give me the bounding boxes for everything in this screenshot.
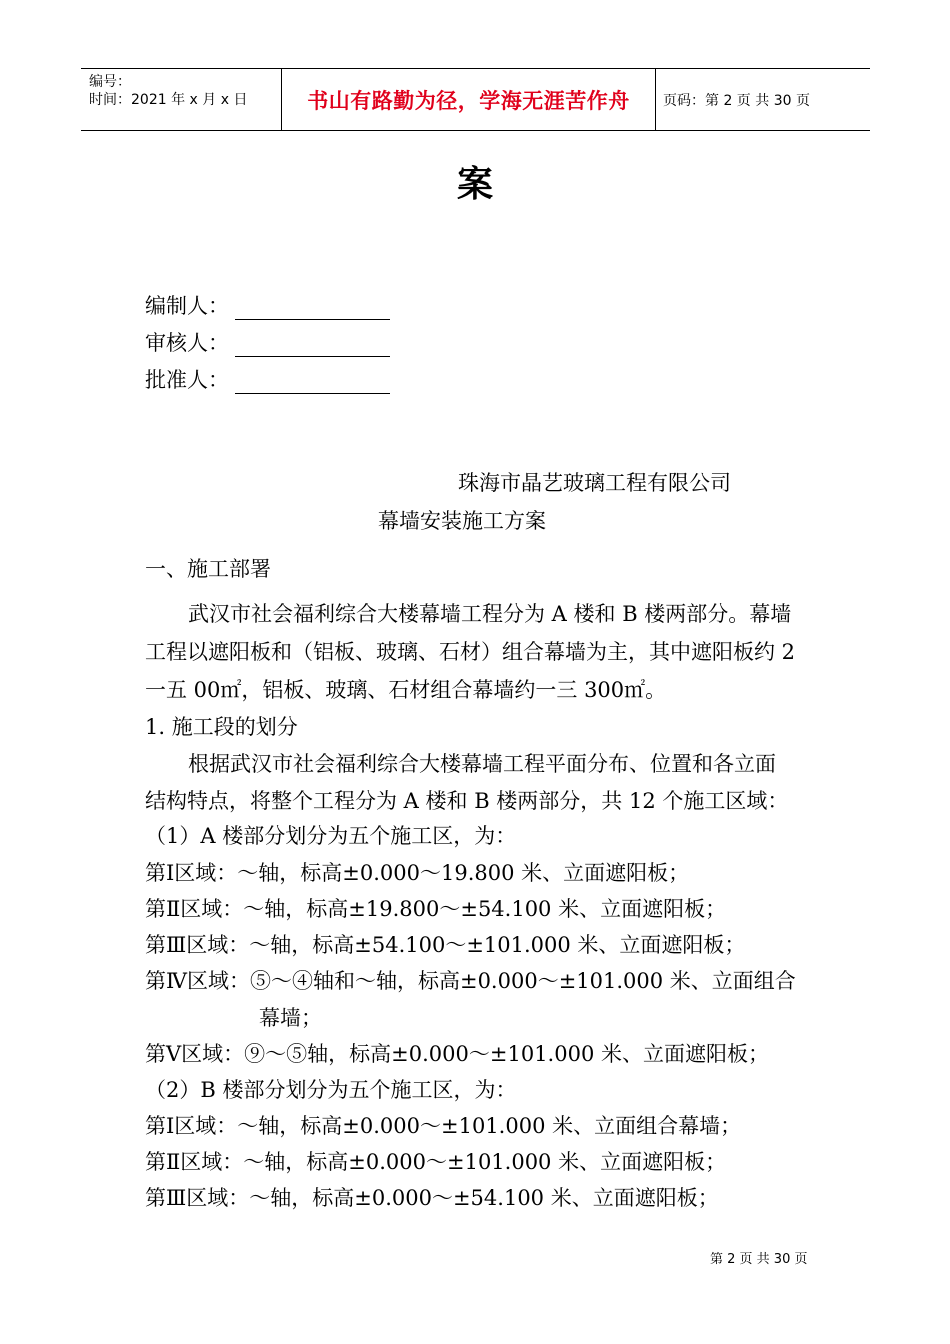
- list-item: 第Ⅰ区域：～轴，标高±0.000～19.800 米、立面遮阳板；: [145, 861, 690, 885]
- paragraph-line: 根据武汉市社会福利综合大楼幕墙工程平面分布、位置和各立面: [188, 752, 776, 776]
- signature-approver: [145, 364, 390, 394]
- paragraph-line: 武汉市社会福利综合大楼幕墙工程分为 A 楼和 B 楼两部分。幕墙: [188, 602, 792, 626]
- company-name: 珠海市晶艺玻璃工程有限公司: [458, 471, 731, 495]
- signature-compiler: [145, 290, 390, 320]
- motto-text: 书山有路勤为径，学海无涯苦作舟: [307, 88, 630, 113]
- header-meta-cell: [81, 69, 282, 130]
- doc-title: 案: [456, 164, 493, 205]
- part-b-heading: （2）B 楼部分划分为五个施工区，为：: [145, 1078, 517, 1102]
- signature-line[interactable]: [235, 371, 390, 394]
- list-item: 第Ⅱ区域：～轴，标高±19.800～±54.100 米、立面遮阳板；: [145, 897, 727, 921]
- paragraph-line: 工程以遮阳板和（铝板、玻璃、石材）组合幕墙为主，其中遮阳板约 2: [145, 640, 796, 664]
- time-label: 时间：2021 年 x 月 x 日: [89, 92, 248, 108]
- list-item: 第Ⅳ区域：⑤～④轴和～轴，标高±0.000～±101.000 米、立面组合: [145, 969, 796, 993]
- list-item: 第Ⅲ区域：～轴，标高±54.100～±101.000 米、立面遮阳板；: [145, 933, 746, 957]
- doc-subtitle: 幕墙安装施工方案: [378, 509, 546, 533]
- page-number-label: 页码：第 2 页 共 30 页: [663, 92, 810, 109]
- part-a-heading: （1）A 楼部分划分为五个施工区，为：: [145, 824, 517, 848]
- page-footer: 第 2 页 共 30 页: [710, 1252, 808, 1267]
- list-item: 第Ⅴ区域：⑨～⑤轴，标高±0.000～±101.000 米、立面遮阳板；: [145, 1042, 769, 1066]
- signature-line[interactable]: [235, 334, 390, 357]
- signature-label: 编制人：: [145, 294, 229, 318]
- signature-reviewer: [145, 327, 390, 357]
- list-item-continuation: 幕墙；: [259, 1006, 322, 1030]
- list-item: 第Ⅱ区域：～轴，标高±0.000～±101.000 米、立面遮阳板；: [145, 1150, 727, 1174]
- paragraph-line: 一五 00㎡，铝板、玻璃、石材组合幕墙约一三 300㎡。: [145, 678, 667, 702]
- signature-label: 审核人：: [145, 331, 229, 355]
- list-item: 第Ⅰ区域：～轴，标高±0.000～±101.000 米、立面组合幕墙；: [145, 1114, 742, 1138]
- subsection-heading: 1. 施工段的划分: [145, 715, 298, 739]
- signature-line[interactable]: [235, 297, 390, 320]
- header-motto-cell: [282, 69, 656, 130]
- list-item: 第Ⅲ区域：～轴，标高±0.000～±54.100 米、立面遮阳板；: [145, 1186, 719, 1210]
- paragraph-line: 结构特点，将整个工程分为 A 楼和 B 楼两部分，共 12 个施工区域：: [145, 789, 789, 813]
- header-table: [81, 68, 870, 131]
- number-label: 编号：: [89, 74, 131, 90]
- section-heading: 一、施工部署: [145, 557, 271, 581]
- signature-label: 批准人：: [145, 368, 229, 392]
